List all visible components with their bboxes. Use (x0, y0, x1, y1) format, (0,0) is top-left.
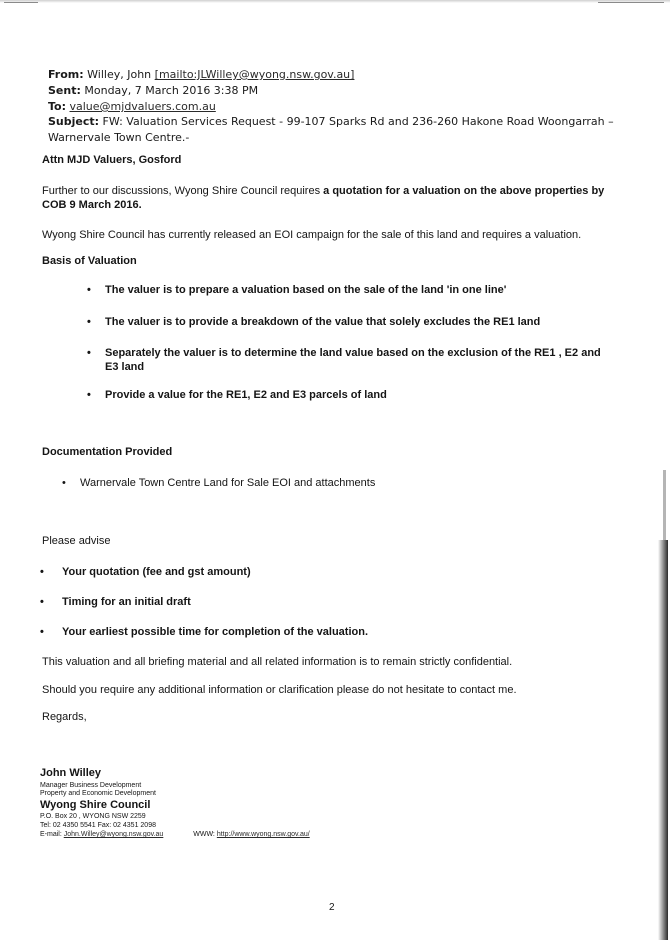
basis-item-text: Separately the valuer is to determine the land value based on the exclusion of the RE1 , E2 and E3 land (105, 347, 601, 373)
doc-item-text: Warnervale Town Centre Land for Sale EOI and attachments (80, 477, 376, 489)
signature-email-link[interactable]: John.Willey@wyong.nsw.gov.au (63, 831, 164, 838)
regards: Regards, (42, 711, 87, 723)
bullet-icon: • (87, 316, 91, 328)
www-label: WWW: (193, 831, 217, 838)
from-email-link[interactable]: [mailto:JLWilley@wyong.nsw.gov.au] (154, 68, 355, 81)
bullet-icon: • (40, 626, 44, 638)
to-line (48, 100, 216, 113)
basis-item-text: The valuer is to prepare a valuation based on the sale of the land 'in one line' (105, 284, 507, 296)
subject-label: Subject: (48, 115, 100, 128)
signature-title: Manager Business Development (40, 782, 142, 789)
basis-heading: Basis of Valuation (42, 255, 137, 267)
signature-phone: Tel: 02 4350 5541 Fax: 02 4351 2098 (40, 822, 156, 829)
documentation-heading: Documentation Provided (42, 446, 173, 458)
sent-line (48, 84, 258, 97)
request-bold-text: a quotation for a valuation on the above properties by COB 9 March 2016. (42, 185, 605, 211)
subject-line (48, 114, 623, 146)
signature-name: John Willey (40, 767, 102, 779)
from-label: From: (48, 68, 84, 81)
signature-contact-line (40, 831, 310, 839)
to-email-link[interactable]: value@mjdvaluers.com.au (69, 100, 216, 113)
from-name: Willey, John (87, 68, 152, 81)
bullet-icon: • (40, 596, 44, 608)
bullet-icon: • (87, 284, 91, 296)
from-line (48, 68, 354, 81)
sent-label: Sent: (48, 84, 81, 97)
please-advise: Please advise (42, 535, 111, 547)
request-text: Further to our discussions, Wyong Shire Council requires (42, 185, 324, 197)
to-label: To: (48, 100, 66, 113)
bullet-icon: • (62, 477, 66, 489)
advise-item-text: Timing for an initial draft (62, 596, 191, 608)
page-number: 2 (329, 902, 335, 913)
bullet-icon: • (87, 347, 91, 359)
signature-po-box: P.O. Box 20 , WYONG NSW 2259 (40, 813, 146, 820)
sent-value: Monday, 7 March 2016 3:38 PM (84, 84, 259, 97)
basis-item-text: Provide a value for the RE1, E2 and E3 parcels of land (105, 389, 387, 401)
confidential-paragraph: This valuation and all briefing material and all related information is to remain strictly confidential. (42, 656, 513, 668)
attn-heading: Attn MJD Valuers, Gosford (42, 154, 182, 166)
signature-department: Property and Economic Development (40, 790, 156, 797)
contact-paragraph: Should you require any additional information or clarification please do not hesitate to contact me. (42, 684, 517, 696)
request-paragraph (42, 184, 622, 212)
bullet-icon: • (40, 566, 44, 578)
bullet-icon: • (87, 389, 91, 401)
advise-item-text: Your quotation (fee and gst amount) (62, 566, 251, 578)
basis-item-text: The valuer is to provide a breakdown of the value that solely excludes the RE1 land (105, 316, 541, 328)
subject-value: FW: Valuation Services Request - 99-107 Sparks Rd and 236-260 Hakone Road Woongarrah – Warnervale Town Centre.- (48, 115, 614, 144)
signature-website-link[interactable]: http://www.wyong.nsw.gov.au/ (216, 831, 310, 838)
signature-council: Wyong Shire Council (40, 799, 151, 811)
email-label: E-mail: (40, 831, 64, 838)
eoi-paragraph: Wyong Shire Council has currently released an EOI campaign for the sale of this land and requires a valuation. (42, 229, 582, 241)
advise-item-text: Your earliest possible time for completion of the valuation. (62, 626, 369, 638)
